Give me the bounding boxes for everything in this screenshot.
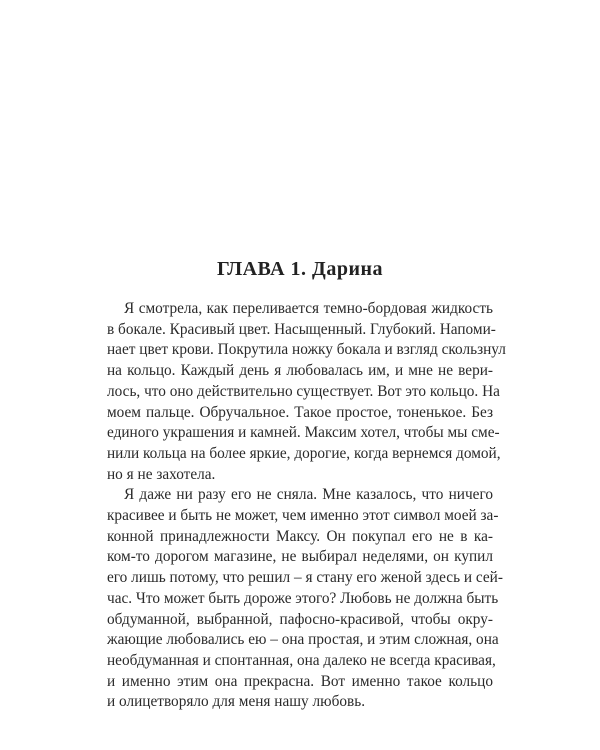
text-line: и олицетворяло для меня нашу любовь. <box>107 693 366 711</box>
text-line: в бокале. Красивый цвет. Насыщенный. Глубокий. Напоми- <box>107 320 496 338</box>
text-line: конной принадлежности Максу. Он покупал его не в ка- <box>107 527 493 545</box>
paragraph <box>107 485 503 713</box>
text-line: единого украшения и камней. Максим хотел, чтобы мы сме- <box>107 424 500 442</box>
text-line: Я даже ни разу его не сняла. Мне казалось, что ничего <box>124 486 493 504</box>
text-line: нает цвет крови. Покрутила ножку бокала и взгляд скользнул <box>107 341 506 359</box>
text-line: жающие любовались ею – она простая, и этим сложная, она <box>107 631 499 649</box>
text-line: обдуманной, выбранной, пафосно-красивой, чтобы окру- <box>107 610 493 628</box>
text-line: и именно этим она прекрасна. Вот именно такое кольцо <box>107 672 493 690</box>
text-line: моем пальце. Обручальное. Такое простое, тоненькое. Без <box>107 403 493 421</box>
chapter-body <box>107 299 506 713</box>
text-line: ком-то дорогом магазине, не выбирал неделями, он купил <box>107 548 493 566</box>
text-line: Я смотрела, как переливается темно-бордовая жидкость <box>124 300 493 317</box>
text-line: лось, что оно действительно существует. Вот это кольцо. На <box>107 382 500 400</box>
text-line: необдуманная и спонтанная, она далеко не всегда красивая, <box>107 651 496 669</box>
text-line: нили кольца на более яркие, дорогие, когда вернемся домой, <box>107 444 501 462</box>
text-line: красивее и быть не может, чем именно этот символ моей за- <box>107 507 499 525</box>
text-line: час. Что может быть дороже этого? Любовь не должна быть <box>107 589 499 607</box>
text-line: но я не захотела. <box>107 465 216 483</box>
text-line: на кольцо. Каждый день я любовалась им, и мне не вери- <box>107 362 493 380</box>
paragraph <box>107 299 506 485</box>
text-line: его лишь потому, что решил – я стану его женой здесь и сей- <box>107 569 503 587</box>
chapter-title: ГЛАВА 1. Дарина <box>216 258 383 280</box>
